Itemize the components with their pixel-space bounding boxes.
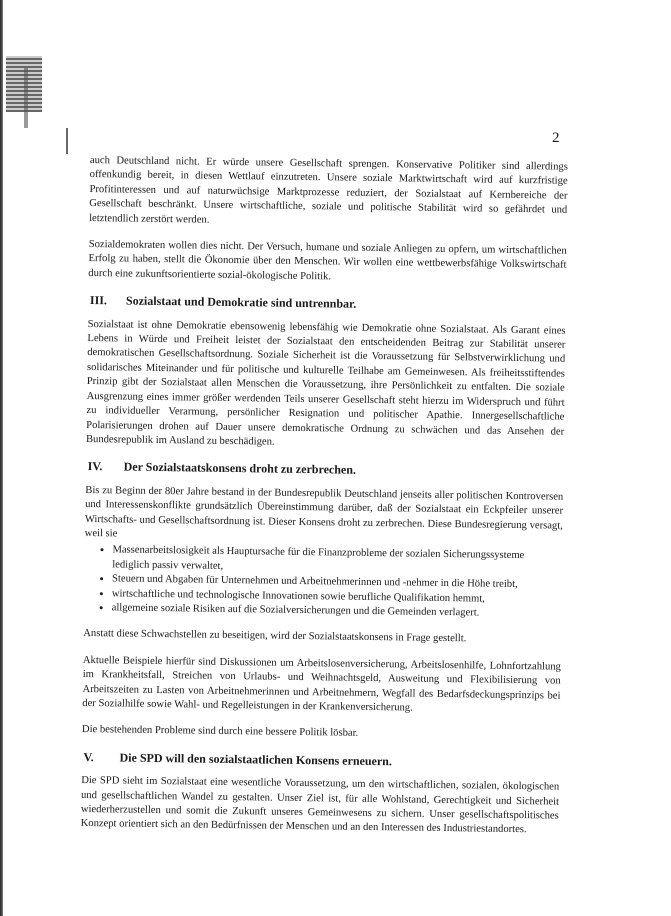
- list-item: • allgemeine soziale Risiken auf die Sozialversicherungen und die Gemeinden verlagert.: [112, 601, 562, 622]
- section-number: III.: [89, 293, 108, 308]
- section-title: Die SPD will den sozialstaatlichen Konsens erneuern.: [119, 750, 392, 769]
- paragraph: Bis zu Beginn der 80er Jahre bestand in der Bundesrepublik Deutschland jenseits aller politischen Kontroversen und Interessenskonflikte grundsätzlich Übereinstimmung darüber, daß der Sozialstaat ein Eckpfeiler unserer Wirtschafts- und Gesellschaftsordnung ist. Dieser Konsens droht zu zerbrechen. Diese Bundesregierung versagt, weil sie: [84, 484, 564, 540]
- section-number: V.: [83, 749, 94, 764]
- section-heading: [83, 750, 559, 771]
- list-item: • Steuern und Abgaben für Unternehmen und Arbeitnehmerinnen und -nehmer in die Höhe treibt,: [112, 573, 562, 594]
- document-body: [80, 154, 568, 850]
- margin-mark: [66, 128, 68, 154]
- scan-edge: [0, 0, 3, 916]
- paragraph: Anstatt diese Schwachstellen zu beseitigen, wird der Sozialstaatskonsens in Frage gestellt.: [83, 628, 467, 645]
- section-title: Sozialstaat und Demokratie sind untrennbar.: [125, 293, 357, 311]
- section-heading: [88, 459, 564, 480]
- section-title: Der Sozialstaatskonsens droht zu zerbrechen.: [123, 459, 357, 478]
- paragraph: Die bestehenden Probleme sind durch eine bessere Politik lösbar.: [81, 724, 359, 740]
- paragraph: auch Deutschland nicht. Er würde unsere Gesellschaft sprengen. Konservative Politiker sind allerdings offenkundig bereit, in diesen Wettlauf einzutreten. Unsere soziale Marktwirtschaft wird auf kurzfristige Profitinteressen und auf naturwüchsige Marktprozesse reduziert, der Sozialstaat auf Kernbereiche der Gesellschaft beschränkt. Unsere wirtschaftliche, soziale und politische Stabilität wird so gefährdet und letztendlich zerstört werden.: [89, 154, 568, 226]
- paragraph: Sozialdemokraten wollen dies nicht. Der Versuch, humane und soziale Anliegen zu opfern, um wirtschaftlichen Erfolg zu haben, stellt die Ökonomie über den Menschen. Wir wollen eine wettbewerbsfähige Volkswirtschaft durch eine zukunftsorientierte sozial-ökologische Politik.: [88, 239, 567, 283]
- paragraph: Die SPD sieht im Sozialstaat eine wesentliche Voraussetzung, um den wirtschaftlichen, sozialen, ökologischen und gesellschaftlichen Wandel zu gestalten. Unser Ziel ist, für alle Wohlstand, Gerechtigkeit und Sicherheit wiederherzustellen und somit die Zukunft unseres Gemeinwesens zu sichern. Unser gesellschaftspolitisches Konzept orientiert sich an den Bedürfnissen der Menschen und an den Interessen des Industriestandortes.: [80, 775, 560, 836]
- scan-artifact: [24, 68, 28, 128]
- page-number: 2: [552, 130, 560, 146]
- section-heading: [90, 293, 566, 314]
- list-item: • wirtschaftliche und technologische Innovationen sowie berufliche Qualifikation hemmt,: [112, 587, 562, 608]
- paragraph: Sozialstaat ist ohne Demokratie ebensowenig lebensfähig wie Demokratie ohne Sozialstaat. Als Garant eines Lebens in Würde und Freiheit leistet der Sozialstaat den entscheidenden Beitrag zur Stabilität unserer demokratischen Gesellschaftsordnung. Soziale Sicherheit ist die Voraussetzung für Selbstverwirklichung und solidarisches Miteinander und für politische und kulturelle Teilhabe am Gemeinwesen. Als freiheitsstiftendes Prinzip gibt der Sozialstaat allen Menschen die Voraussetzung, ihre Persönlichkeit zu entfalten. Die soziale Ausgrenzung eines immer größer werdenden Teils unserer Gesellschaft steht hierzu im Widerspruch und führt zu individueller Verarmung, persönlicher Resignation und politischer Apathie. Innergesellschaftliche Polarisierungen drohen auf Dauer unsere demokratische Ordnung zu schwächen und das Ansehen der Bundesrepublik im Ausland zu beschädigen.: [85, 318, 566, 448]
- section-number: IV.: [87, 459, 103, 474]
- bullet-list: [84, 543, 563, 622]
- paragraph: Aktuelle Beispiele hierfür sind Diskussionen um Arbeitslosenversicherung, Arbeitslosenhilfe, Lohnfortzahlung im Krankheitsfall, Streichen von Urlaubs- und Weihnachtsgeld, Ausweitung und Flexibilisierung von Arbeitszeiten zu Lasten von Arbeitnehmerinnen und Arbeitnehmern, Wegfall des Bedarfsdeckungsprinzips bei der Sozialhilfe sowie Wahl- und Regelleistungen in der Krankenversicherung.: [82, 654, 561, 714]
- list-item: • Massenarbeitslosigkeit als Hauptursache für die Finanzprobleme der sozialen Sicherungssysteme lediglich passiv verwaltet,: [112, 544, 562, 579]
